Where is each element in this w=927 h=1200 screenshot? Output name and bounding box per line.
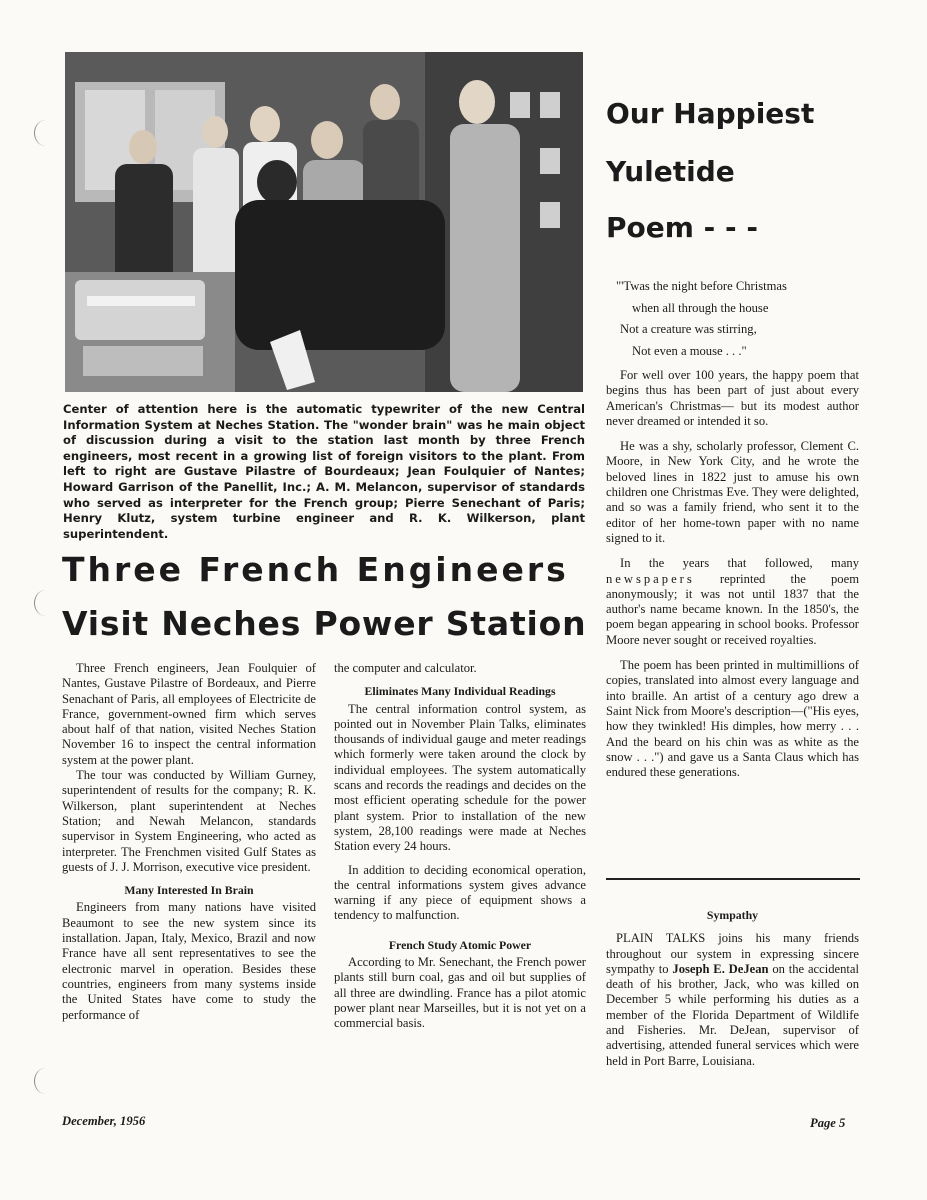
article-paragraph: The central information control system, as pointed out in November Plain Talks, eliminates thousands of individual gauge and meter readings which formerly were taken around the clock by individual employees. The system automatically scans and records the readings and decides on the most efficient operating schedule for the power plant system. Prior to installation of the new system, 28,100 readings were made at Neches Station every 24 hours. bbox=[334, 701, 586, 854]
section-heading: Eliminates Many Individual Readings bbox=[364, 684, 556, 699]
footer-date: December, 1956 bbox=[62, 1114, 146, 1128]
photo-caption: Center of attention here is the automatic typewriter of the new Central Information System at Neches Station. The "wonder brain" was he main object of discussion during a visit to the station last month by three French engineers, most recent in a growing list of foreign visitors to the plant. From left to right are Gustave Pilastre of Bourdeaux; Jean Foulquier of Nantes; Howard Garrison of the Panellit, Inc.; A. M. Melancon, supervisor of standards who served as interpreter for the French group; Pierre Senechant of Paris; Henry Klutz, system turbine engineer and R. K. Wilkerson, plant superintendent. bbox=[63, 402, 585, 541]
verse-line: "'Twas the night before Christmas bbox=[616, 279, 787, 293]
article-paragraph: In addition to deciding economical operation, the central informations system gives advance warning if any piece of equipment shows a tendency to malfunction. bbox=[334, 862, 586, 923]
poem-title-line1: Our Happiest bbox=[606, 97, 815, 130]
article-headline-line1: Three French Engineers bbox=[62, 550, 569, 589]
sympathy-paragraph bbox=[606, 931, 859, 1069]
article-paragraph bbox=[606, 556, 859, 648]
article-paragraph: The poem has been printed in multimillions of copies, translated into almost every language and into braille. An artist of a century ago drew a Saint Nick from Moore's description—("His eyes, how they twinkled! His dimples, how merry . . . And the beard on his chin was as white as the snow . . .") and gave us a Santa Claus which has endured these generations. bbox=[606, 658, 859, 780]
section-heading: French Study Atomic Power bbox=[388, 937, 532, 952]
article-paragraph: Three French engineers, Jean Foulquier of Nantes, Gustave Pilastre of Bordeaux, and Pierre Senachant of Paris, all employees of Electricite de France, government-owned firm which serves about half of that nation, visited Neches Station November 16 to inspect the central information system at the power plant. bbox=[62, 661, 316, 767]
verse-line: Not a creature was stirring, bbox=[620, 322, 757, 336]
poem-title-line2: Yuletide bbox=[606, 155, 735, 188]
article-column-2 bbox=[334, 661, 586, 1032]
poem-title-line3: Poem - - - bbox=[606, 211, 759, 244]
divider-rule bbox=[606, 878, 860, 880]
poem-verse bbox=[616, 276, 866, 362]
article-headline-line2: Visit Neches Power Station bbox=[62, 604, 587, 643]
paragraph-text: PLAIN TALKS joins his many friends throughout our system in expressing sincere sympathy to bbox=[606, 931, 859, 976]
section-heading: Many Interested In Brain bbox=[124, 883, 254, 898]
article-paragraph: He was a shy, scholarly professor, Clement C. Moore, in New York City, and he wrote the beloved lines in 1822 just to amuse his own children one Christmas Eve. They were delighted, and so was a family friend, who sent it to the editor of her home-town paper with no name signed to it. bbox=[606, 439, 859, 545]
sympathy-heading: Sympathy bbox=[706, 908, 759, 922]
binder-hole-middle bbox=[34, 590, 57, 616]
article-paragraph: Engineers from many nations have visited Beaumont to see the new system since its installation. Japan, Italy, Mexico, Brazil and now France have all sent representatives to see the electronic marvel in operation. Besides these countries, engineers from many systems inside the United States have come to study the performance of bbox=[62, 900, 316, 1022]
article-paragraph: For well over 100 years, the happy poem that begins thus has been part of just about every American's Christmas— but its modest author never dreamed or intended it so. bbox=[606, 368, 859, 428]
article-paragraph: the computer and calculator. bbox=[334, 661, 477, 675]
sympathy-notice bbox=[606, 908, 859, 1069]
person-name: Joseph E. DeJean bbox=[672, 961, 769, 976]
paragraph-text: on the accidental death of his brother, Jack, who was killed on December 5 while performing his duties as a member of the Florida Department of Wildlife and Fisheries. Mr. DeJean, supervisor of advertising, attended funeral services which were held in Port Barre, Louisiana. bbox=[606, 961, 859, 1068]
verse-line: when all through the house bbox=[632, 300, 769, 315]
verse-line: Not even a mouse . . ." bbox=[632, 343, 747, 358]
paragraph-text: reprinted the poem anonymously; it was not until 1837 that the author's name became known. In the 1850's, the poem began appearing in school books. Professor Moore never sought or received royalties. bbox=[606, 571, 859, 647]
article-paragraph: According to Mr. Senechant, the French power plants still burn coal, gas and oil but supplies of all three are dwindling. France has a pilot atomic power plant near Marseilles, but it is not yet on a commercial basis. bbox=[334, 955, 586, 1031]
spaced-word: newspapers bbox=[606, 571, 695, 586]
paragraph-text: In the years that followed, many bbox=[620, 556, 859, 571]
article-column-1 bbox=[62, 661, 316, 1023]
binder-hole-top bbox=[34, 120, 57, 146]
binder-hole-bottom bbox=[34, 1068, 57, 1094]
photo-engineers-at-typewriter bbox=[65, 52, 583, 392]
article-paragraph: The tour was conducted by William Gurney, superintendent of results for the company; R. K. Wilkerson, plant superintendent at Neches Station; and Newah Melancon, standards supervisor in System Engineering, who acted as interpreter. The Frenchmen visited Gulf States as guests of J. J. Morrison, executive vice president. bbox=[62, 768, 316, 874]
footer-page-number: Page 5 bbox=[810, 1116, 846, 1130]
poem-article-body bbox=[606, 368, 859, 790]
